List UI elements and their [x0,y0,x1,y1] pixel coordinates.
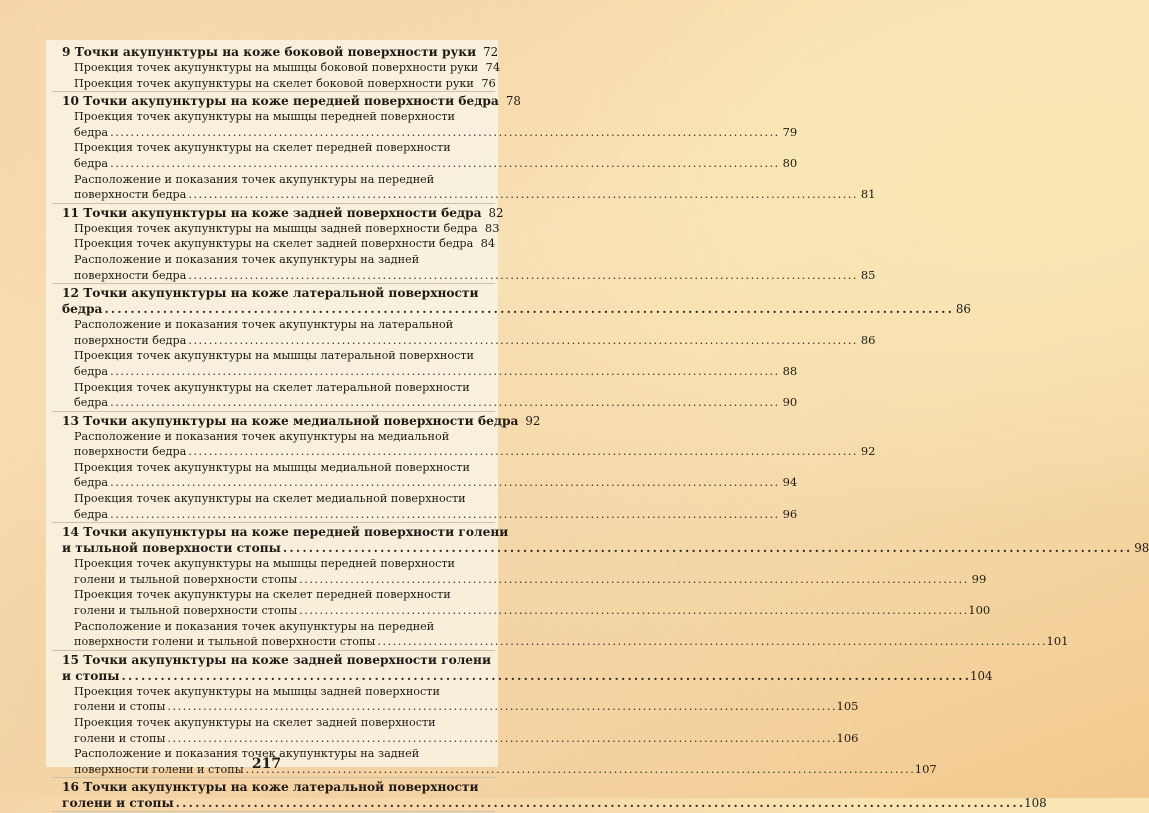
dot-leader [122,668,968,684]
toc-heading-number: 10 [62,94,79,109]
toc-heading-page: 72 [483,45,499,59]
toc-entry-page: 96 [782,506,798,521]
toc-entry-page: 86 [860,332,876,347]
toc-entry [52,506,798,523]
toc-entry-text: бедра [74,364,109,378]
toc-entry-page: 81 [860,187,876,202]
toc-entry-text: голени и тыльной поверхности стопы [74,572,298,586]
toc-entry-page: 83 [484,220,500,235]
dot-leader [299,603,966,619]
toc-entry-page: 76 [481,75,496,90]
toc-entry-line: Расположение и показания точек акупунктуры на медиальной [74,429,450,443]
toc-heading-number: 14 [62,525,79,540]
toc-entry-text: голени и тыльной поверхности стопы [74,604,298,618]
toc-entry-text: голени и стопы [74,731,166,745]
toc-section [52,93,876,204]
toc-entry-page: 94 [782,475,798,490]
toc-heading-text: бедра [62,302,103,317]
toc-heading-text [62,44,476,60]
toc-heading-number: 16 [62,780,79,795]
toc-entry [52,730,859,747]
toc-entry-line: Проекция точек акупунктуры на мышцы медиальной поверхности [74,460,470,474]
toc-entry-page: 101 [1046,634,1069,649]
toc-heading-page: 108 [1024,796,1047,811]
toc-heading-text: Точки акупунктуры на коже латеральной поверхности [83,780,479,795]
toc-heading [52,795,1047,811]
toc-heading-line [52,652,495,668]
toc-entry [52,124,798,141]
toc-heading-number: 13 [62,413,79,428]
toc-heading-text: Точки акупунктуры на коже задней поверхности голени [83,652,492,667]
toc-section [52,285,971,412]
toc-section [52,205,876,284]
toc-entry [52,155,798,172]
toc-heading-number: 15 [62,652,79,667]
toc-entry [52,475,798,491]
toc-entry [52,332,876,349]
toc-heading-page: 86 [955,302,971,317]
toc-heading-text: Точки акупунктуры на коже латеральной поверхности [83,286,479,301]
toc-heading-title: Точки акупунктуры на коже задней поверхности бедра [83,205,482,220]
toc-section [52,44,501,92]
dot-leader [188,333,855,349]
toc-entry [52,220,500,237]
dot-leader [299,572,966,588]
dot-leader [110,507,777,523]
toc-entry [52,60,501,76]
toc-heading [52,301,971,317]
toc-heading-number: 11 [62,205,79,220]
toc-heading-text [62,413,518,429]
toc-entry-line: Расположение и показания точек акупунктуры на латеральной [74,318,454,332]
toc-entry-text: Проекция точек акупунктуры на мышцы боковой поверхности руки [74,61,479,74]
toc-entry-line: Проекция точек акупунктуры на скелет задней поверхности [74,716,436,729]
toc-entry-page: 107 [914,761,937,776]
toc-entry [52,444,876,460]
toc-heading-text: и тыльной поверхности стопы [62,541,281,556]
toc-entry-line: Проекция точек акупунктуры на мышцы передней поверхности [74,110,456,124]
toc-heading [52,205,504,221]
toc-entry [52,187,876,203]
toc-entry [52,571,987,588]
toc-heading-title: Точки акупунктуры на коже боковой поверхности руки [74,45,477,59]
toc-entry-page: 100 [968,603,991,618]
toc-entry-page: 105 [836,699,859,714]
toc-entry-line: Расположение и показания точек акупунктуры на задней [74,747,420,761]
toc-entry-text: поверхности бедра [74,268,187,282]
dot-leader [110,125,777,141]
toc-entry-text: Проекция точек акупунктуры на скелет задней поверхности бедра [74,237,474,251]
toc-heading [52,44,499,60]
toc-heading-page: 104 [969,668,993,683]
toc-heading-title: Точки акупунктуры на коже передней поверхности бедра [83,94,499,109]
toc-heading-page: 82 [488,205,504,220]
toc-entry-page: 84 [480,236,496,251]
toc-heading-line [52,524,509,540]
toc-entry [52,236,495,252]
toc-heading-text: и стопы [62,668,120,683]
toc-entry-line: Расположение и показания точек акупунктуры на передней [74,619,435,633]
toc-entry-text: бедра [74,396,109,410]
toc-entry [52,76,495,92]
toc-entry-line: Проекция точек акупунктуры на скелет латеральной поверхности [74,380,470,394]
dot-leader [167,731,834,747]
toc-heading-page: 92 [525,413,541,428]
toc-heading [52,668,993,684]
toc-heading-line [52,779,495,795]
toc-entry [52,634,1069,650]
toc-entry-page: 92 [860,444,876,459]
dot-leader [110,395,777,411]
toc-entry-line: Расположение и показания точек акупунктуры на задней [74,252,420,266]
toc-heading-number: 12 [62,286,79,301]
toc-entry-text: поверхности бедра [74,445,187,459]
toc-heading-title: Точки акупунктуры на коже медиальной поверхности бедра [83,413,519,428]
toc-entry-line: Проекция точек акупунктуры на скелет медиальной поверхности [74,492,466,506]
toc-entry-text: бедра [74,125,109,139]
toc-entry-line: Расположение и показания точек акупунктуры на передней [74,172,435,186]
toc-entry-page: 74 [485,60,501,74]
toc-entry [52,603,991,619]
toc-entry-text: поверхности голени и стопы [74,762,244,776]
table-of-contents [52,44,1149,813]
toc-heading-line [52,285,495,301]
toc-section [52,779,1047,812]
toc-entry-line: Проекция точек акупунктуры на мышцы латеральной поверхности [74,349,474,363]
toc-heading-text: голени и стопы [62,796,174,811]
dot-leader [104,301,950,317]
dot-leader [188,444,855,460]
toc-heading-page: 98 [1134,541,1149,556]
toc-entry-text: бедра [74,156,109,170]
toc-entry [52,395,798,411]
page-number: 217 [251,756,282,772]
toc-entry-text: бедра [74,507,109,521]
toc-entry-page: 106 [836,730,859,745]
toc-entry [52,699,859,715]
toc-entry-text: поверхности голени и тыльной поверхности стопы [74,635,376,649]
toc-section [52,524,1149,651]
dot-leader [283,540,1129,556]
toc-entry-text: поверхности бедра [74,188,187,202]
dot-leader [110,475,777,491]
toc-entry-text: бедра [74,476,109,490]
toc-entry [52,363,798,380]
toc-entry-line: Проекция точек акупунктуры на скелет передней поверхности [74,141,451,155]
toc-heading-text [62,205,482,221]
toc-entry-text: Проекция точек акупунктуры на скелет боковой поверхности руки [74,76,474,90]
toc-entry-page: 79 [782,124,798,139]
toc-heading [52,540,1149,556]
toc-heading-page: 78 [505,94,521,109]
dot-leader [167,699,834,715]
dot-leader [188,268,855,284]
toc-entry-page: 88 [782,363,798,378]
toc-entry [52,267,876,284]
toc-entry-line: Проекция точек акупунктуры на мышцы передней поверхности [74,557,456,571]
toc-section [52,413,876,524]
toc-heading-text [62,93,499,109]
toc-entry-page: 85 [860,267,876,282]
toc-entry-line: Проекция точек акупунктуры на мышцы задней поверхности [74,684,440,698]
dot-leader [110,156,777,172]
dot-leader [110,364,777,380]
toc-entry-page: 80 [782,155,798,170]
toc-heading [52,413,541,429]
toc-heading-number: 9 [62,45,71,59]
dot-leader [176,795,1022,811]
toc-heading-text: Точки акупунктуры на коже передней поверхности голени [83,525,509,540]
toc-entry-page: 99 [971,571,987,586]
toc-entry-page: 90 [782,395,798,410]
toc-entry-text: голени и стопы [74,700,166,714]
toc-entry-text: поверхности бедра [74,333,187,347]
dot-leader [377,634,1044,650]
book-page [46,40,1149,811]
toc-heading [52,93,521,109]
dot-leader [188,187,855,203]
toc-entry-text: Проекция точек акупунктуры на мышцы задней поверхности бедра [74,221,478,235]
toc-entry-line: Проекция точек акупунктуры на скелет передней поверхности [74,588,451,602]
